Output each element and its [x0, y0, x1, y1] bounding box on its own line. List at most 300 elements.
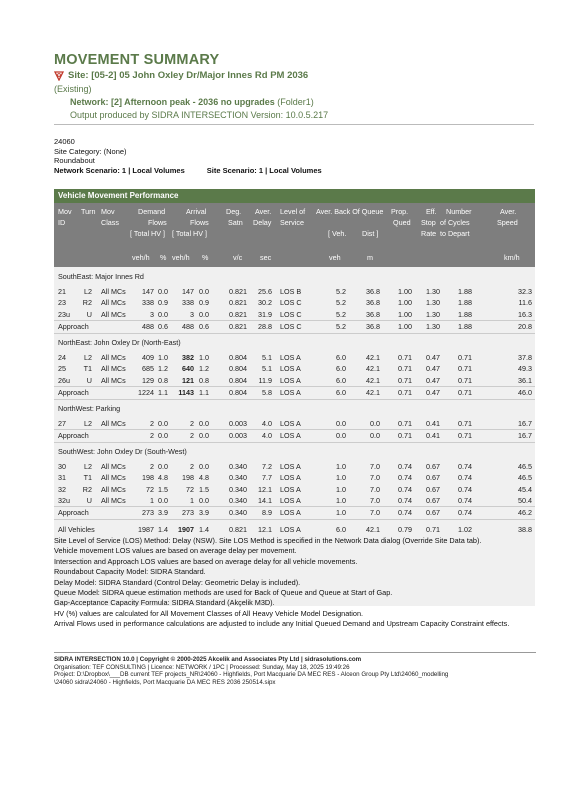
- cell: L2: [84, 287, 92, 296]
- cell: 1.0: [336, 484, 346, 494]
- cell: All MCs: [101, 418, 126, 428]
- cell: 0.340: [229, 484, 247, 494]
- cell: 0.0: [336, 431, 346, 441]
- cell: 23: [58, 298, 66, 308]
- cell: 0.74: [458, 496, 472, 505]
- footer: [54, 656, 536, 686]
- cell: 3: [190, 309, 194, 319]
- cell: 2: [150, 462, 154, 472]
- cell: 14.1: [258, 496, 272, 505]
- cell: 0.804: [229, 387, 247, 397]
- cell: 7.2: [262, 462, 272, 472]
- note: HV (%) values are calculated for All Movement Classes of All Heavy Vehicle Model Designation.: [54, 608, 364, 618]
- cell: 0.340: [229, 473, 247, 483]
- cell: 36.8: [366, 287, 380, 296]
- table-row: [54, 297, 535, 308]
- cell: 2: [150, 418, 154, 428]
- section-heading: NorthEast: John Oxley Dr (North-East): [58, 337, 181, 347]
- cell: 129: [142, 375, 154, 385]
- cell: 5.8: [262, 387, 272, 397]
- cell: 4.8: [158, 473, 168, 483]
- cell: 640: [182, 364, 194, 374]
- cell: L2: [84, 462, 92, 472]
- table-row: [54, 418, 535, 429]
- cell: 5.1: [262, 352, 272, 362]
- cell: LOS A: [280, 462, 301, 472]
- cell: 32u: [58, 496, 70, 505]
- section-divider: [54, 442, 535, 443]
- hdr-demand-unit-1: veh/h: [132, 253, 150, 262]
- cell: L2: [84, 352, 92, 362]
- cell: 0.821: [229, 321, 247, 331]
- cell: 0.71: [458, 418, 472, 428]
- cell: 1.4: [158, 525, 168, 535]
- cell: All MCs: [101, 364, 126, 374]
- cell: 12.1: [258, 525, 272, 535]
- cell: 0.6: [158, 321, 168, 331]
- project-id: 24060: [54, 137, 75, 146]
- cell: 1.0: [336, 496, 346, 505]
- cell: 5.2: [336, 309, 346, 319]
- cell: All MCs: [101, 298, 126, 308]
- hdr-demand-3: [ Total HV ]: [130, 229, 166, 238]
- cell: 0.0: [199, 287, 209, 296]
- cell: 0.0: [199, 309, 209, 319]
- output-version: Output produced by SIDRA INTERSECTION Version: 10.0.5.217: [70, 110, 329, 120]
- cell: 72: [186, 484, 194, 494]
- hdr-cycles-1: Number: [446, 207, 472, 216]
- cell: 5.2: [336, 321, 346, 331]
- cell: Approach: [58, 508, 89, 518]
- note: Vehicle movement LOS values are based on average delay per movement.: [54, 546, 297, 556]
- cell: 198: [182, 473, 194, 483]
- cell: 0.74: [398, 508, 412, 518]
- hdr-id: ID: [58, 218, 66, 227]
- note: Intersection and Approach LOS values are based on average delay for all vehicle movements.: [54, 556, 358, 566]
- cell: 0.47: [426, 375, 440, 385]
- cell: 72: [146, 484, 154, 494]
- cell: All Vehicles: [58, 525, 95, 535]
- cell: 3.9: [199, 508, 209, 518]
- network-line: [70, 97, 314, 107]
- cell: All MCs: [101, 484, 126, 494]
- cell: 5.1: [262, 364, 272, 374]
- cell: 38.8: [518, 525, 532, 535]
- cell: LOS A: [280, 387, 301, 397]
- cell: All MCs: [101, 352, 126, 362]
- cell: 0.0: [199, 431, 209, 441]
- hdr-mov: Mov: [58, 207, 72, 216]
- cell: 1.0: [336, 462, 346, 472]
- cell: 0.821: [229, 309, 247, 319]
- footer-project-path: Project: D:\Dropbox\___DB current TEF projects_NR\24060 - Highfields, Port Macquarie DA MEC RES - Alceon Group Pty Ltd\24060_modelling: [54, 671, 449, 679]
- cell: 1: [150, 496, 154, 505]
- cell: 382: [182, 352, 194, 362]
- cell: T1: [83, 473, 92, 483]
- cell: 198: [142, 473, 154, 483]
- cell: 0.67: [426, 484, 440, 494]
- note: Gap-Acceptance Capacity Formula: SIDRA Standard (Akçelik M3D).: [54, 598, 275, 608]
- cell: LOS A: [280, 484, 301, 494]
- cell: LOS A: [280, 352, 301, 362]
- cell: 2: [190, 462, 194, 472]
- site-category: Site Category: (None): [54, 146, 127, 156]
- footer-copyright: SIDRA INTERSECTION 10.0 | Copyright © 2000-2025 Akcelik and Associates Pty Ltd | sidrasolutions.com: [54, 656, 362, 663]
- cell: 0.9: [199, 298, 209, 308]
- cell: 0.0: [199, 418, 209, 428]
- cell: 0.74: [398, 484, 412, 494]
- cell: 23u: [58, 309, 70, 319]
- site-scenario: Site Scenario: 1 | Local Volumes: [206, 165, 322, 175]
- section-heading: NorthWest: Parking: [58, 403, 121, 413]
- cell: All MCs: [101, 287, 126, 296]
- cell: 0.821: [229, 525, 247, 535]
- cell: 147: [182, 287, 194, 296]
- roundabout-site-icon: [54, 71, 64, 81]
- table-title: Vehicle Movement Performance: [54, 189, 535, 203]
- cell: 4.8: [199, 473, 209, 483]
- cell: 121: [182, 375, 194, 385]
- cell: 25: [58, 364, 66, 374]
- cell: 0.340: [229, 496, 247, 505]
- cell: 36.8: [366, 298, 380, 308]
- table-header: [54, 203, 535, 267]
- cell: Approach: [58, 387, 89, 397]
- cell: 0.340: [229, 508, 247, 518]
- hdr-eff-2: Stop: [421, 218, 436, 227]
- cell: 21: [58, 287, 66, 296]
- table-row: [54, 363, 535, 374]
- network-name: Network: [2] Afternoon peak - 2036 no upgrades: [70, 97, 275, 107]
- cell: 0.71: [458, 387, 472, 397]
- cell: 0.003: [229, 418, 247, 428]
- cell: 0.0: [370, 431, 380, 441]
- cell: 488: [142, 321, 154, 331]
- cell: 2: [150, 431, 154, 441]
- hdr-queue-unit-1: veh: [329, 253, 341, 262]
- cell: LOS A: [280, 364, 301, 374]
- cell: 0.0: [158, 431, 168, 441]
- cell: 16.7: [518, 418, 532, 428]
- cell: 488: [182, 321, 194, 331]
- cell: 6.0: [336, 525, 346, 535]
- hdr-demand-2: Flows: [148, 218, 167, 227]
- cell: 36.8: [366, 309, 380, 319]
- cell: 36.8: [366, 321, 380, 331]
- hdr-arrival-1: Arrival: [186, 207, 207, 216]
- cell: 0.821: [229, 298, 247, 308]
- cell: 0.71: [398, 375, 412, 385]
- cell: 0.804: [229, 352, 247, 362]
- cell: 0.9: [158, 298, 168, 308]
- cell: 1.88: [458, 321, 472, 331]
- cell: 46.5: [518, 473, 532, 483]
- cell: 1.0: [199, 352, 209, 362]
- cell: LOS A: [280, 473, 301, 483]
- cell: 31.9: [258, 309, 272, 319]
- hdr-arrival-3: [ Total HV ]: [172, 229, 208, 238]
- hdr-mov-class-2: Class: [101, 218, 119, 227]
- cell: 1.5: [158, 484, 168, 494]
- cell: All MCs: [101, 473, 126, 483]
- site-meta: [54, 137, 322, 175]
- network-scenario: Network Scenario: 1 | Local Volumes: [54, 165, 185, 175]
- network-folder: (Folder1): [274, 97, 314, 107]
- cell: 0.67: [426, 462, 440, 472]
- cell: 0.71: [398, 418, 412, 428]
- section-divider: [54, 399, 535, 400]
- approach-row: [54, 524, 535, 535]
- cell: 0.0: [158, 287, 168, 296]
- cell: R2: [82, 484, 92, 494]
- cell: LOS A: [280, 525, 301, 535]
- cell: 1.00: [398, 321, 412, 331]
- note: Delay Model: SIDRA Standard (Control Delay: Geometric Delay is included).: [54, 577, 301, 587]
- cell: Approach: [58, 431, 89, 441]
- cell: 1.02: [458, 525, 472, 535]
- cell: T1: [83, 364, 92, 374]
- cell: 46.2: [518, 508, 532, 518]
- cell: 3.9: [158, 508, 168, 518]
- cell: 1.0: [158, 352, 168, 362]
- cell: LOS A: [280, 418, 301, 428]
- cell: 4.0: [262, 431, 272, 441]
- hdr-los-2: Service: [280, 218, 304, 227]
- cell: 0.8: [199, 375, 209, 385]
- cell: 11.6: [518, 298, 532, 308]
- cell: 24: [58, 352, 66, 362]
- hdr-delay-2: Delay: [253, 218, 272, 227]
- cell: 0.71: [458, 431, 472, 441]
- cell: U: [86, 375, 92, 385]
- cell: 0.821: [229, 287, 247, 296]
- cell: 42.1: [366, 375, 380, 385]
- note: Queue Model: SIDRA queue estimation methods are used for Back of Queue and Queue at Start of Gap.: [54, 588, 393, 598]
- hdr-deg-unit: v/c: [233, 253, 243, 262]
- cell: 0.003: [229, 431, 247, 441]
- notes: [54, 536, 536, 630]
- hdr-arrival-2: Flows: [190, 218, 209, 227]
- cell: 1.30: [426, 298, 440, 308]
- section-heading: SouthWest: John Oxley Dr (South-West): [58, 447, 187, 457]
- divider: [54, 124, 534, 125]
- cell: U: [86, 496, 92, 505]
- cell: 1.1: [158, 387, 168, 397]
- cell: 31: [58, 473, 66, 483]
- site-heading: [54, 70, 308, 81]
- cell: 0.71: [458, 352, 472, 362]
- site-name: Site: [05-2] 05 John Oxley Dr/Major Innes Rd PM 2036: [68, 70, 309, 81]
- cell: 4.0: [262, 418, 272, 428]
- cell: All MCs: [101, 496, 126, 505]
- hdr-eff-1: Eff.: [426, 207, 437, 216]
- hdr-prop-2: Qued: [393, 218, 411, 227]
- cell: 1.30: [426, 309, 440, 319]
- cell: 1907: [178, 525, 194, 535]
- cell: All MCs: [101, 462, 126, 472]
- cell: 409: [142, 352, 154, 362]
- hdr-arrival-unit-1: veh/h: [172, 253, 190, 262]
- cell: 1.4: [199, 525, 209, 535]
- cell: 0.74: [458, 484, 472, 494]
- hdr-cycles-2: of Cycles: [440, 218, 470, 227]
- cell: 0.71: [458, 364, 472, 374]
- cell: 45.4: [518, 484, 532, 494]
- table-row: [54, 286, 535, 297]
- cell: 16.7: [518, 431, 532, 441]
- cell: R2: [82, 298, 92, 308]
- hdr-queue-3: Dist ]: [362, 229, 379, 238]
- cell: 0.804: [229, 364, 247, 374]
- cell: 1.88: [458, 309, 472, 319]
- cell: 6.0: [336, 387, 346, 397]
- cell: 0.47: [426, 352, 440, 362]
- hdr-prop-1: Prop.: [391, 207, 409, 216]
- cell: 42.1: [366, 352, 380, 362]
- approach-row: [54, 387, 535, 398]
- cell: 1.30: [426, 287, 440, 296]
- cell: 20.8: [518, 321, 532, 331]
- hdr-queue-1: Aver. Back Of Queue: [316, 207, 384, 216]
- cell: 273: [142, 508, 154, 518]
- cell: 0.0: [199, 496, 209, 505]
- hdr-deg-2: Satn: [228, 218, 243, 227]
- hdr-speed-2: Speed: [497, 218, 518, 227]
- cell: All MCs: [101, 375, 126, 385]
- table-row: [54, 461, 535, 472]
- hdr-speed-1: Aver.: [500, 207, 517, 216]
- hdr-los-1: Level of: [280, 207, 306, 216]
- table-row: [54, 472, 535, 483]
- cell: 50.4: [518, 496, 532, 505]
- footer-project-path-2: \24060 sidra\24060 - Highfields, Port Macquarie DA MEC RES 2036 250514.sipx: [54, 678, 276, 686]
- table-row: [54, 375, 535, 386]
- cell: 26u: [58, 375, 70, 385]
- cell: 42.1: [366, 525, 380, 535]
- cell: 0.47: [426, 364, 440, 374]
- hdr-delay-1: Aver.: [255, 207, 272, 216]
- cell: Approach: [58, 321, 89, 331]
- cell: 685: [142, 364, 154, 374]
- intersection-type: Roundabout: [54, 156, 95, 165]
- cell: 0.71: [458, 375, 472, 385]
- cell: 37.8: [518, 352, 532, 362]
- cell: 1143: [178, 387, 194, 397]
- cell: 1.00: [398, 298, 412, 308]
- cell: LOS C: [280, 309, 302, 319]
- cell: 1.5: [199, 484, 209, 494]
- note: Arrival Flows used in performance calculations are adjusted to include any Initial Queued Demand and Upstream Capacity Constraint effects.: [54, 619, 510, 629]
- section-divider: [54, 519, 535, 520]
- cell: 0.74: [398, 462, 412, 472]
- hdr-demand-1: Demand: [138, 207, 166, 216]
- cell: 30.2: [258, 298, 272, 308]
- cell: 7.0: [370, 484, 380, 494]
- footer-divider: [54, 652, 536, 653]
- cell: 1.30: [426, 321, 440, 331]
- cell: 32.3: [518, 287, 532, 296]
- cell: 1.88: [458, 287, 472, 296]
- cell: 0.74: [398, 496, 412, 505]
- cell: 28.8: [258, 321, 272, 331]
- cell: LOS A: [280, 496, 301, 505]
- page-title: MOVEMENT SUMMARY: [54, 52, 220, 68]
- cell: U: [86, 309, 92, 319]
- cell: LOS A: [280, 431, 301, 441]
- cell: 6.0: [336, 352, 346, 362]
- cell: 3: [150, 309, 154, 319]
- table-row: [54, 484, 535, 495]
- cell: LOS C: [280, 321, 302, 331]
- cell: 0.71: [426, 525, 440, 535]
- cell: 338: [142, 298, 154, 308]
- hdr-demand-unit-2: %: [160, 253, 167, 262]
- cell: 0.67: [426, 496, 440, 505]
- cell: LOS B: [280, 287, 302, 296]
- section-divider: [54, 333, 535, 334]
- hdr-turn: Turn: [81, 207, 96, 216]
- scenario-line: [54, 166, 322, 176]
- cell: 5.2: [336, 298, 346, 308]
- cell: 49.3: [518, 364, 532, 374]
- cell: All MCs: [101, 309, 126, 319]
- cell: 0.0: [336, 418, 346, 428]
- cell: 1.2: [199, 364, 209, 374]
- cell: 27: [58, 418, 66, 428]
- cell: 0.0: [370, 418, 380, 428]
- hdr-deg-1: Deg.: [226, 207, 242, 216]
- cell: 0.0: [158, 418, 168, 428]
- hdr-delay-unit: sec: [260, 253, 272, 262]
- cell: 1.0: [336, 473, 346, 483]
- cell: 46.0: [518, 387, 532, 397]
- cell: L2: [84, 418, 92, 428]
- cell: 1.88: [458, 298, 472, 308]
- cell: 338: [182, 298, 194, 308]
- cell: 32: [58, 484, 66, 494]
- cell: 147: [142, 287, 154, 296]
- hdr-queue-2: [ Veh.: [328, 229, 347, 238]
- cell: 1.0: [336, 508, 346, 518]
- section-heading: SouthEast: Major Innes Rd: [58, 272, 144, 281]
- cell: 0.71: [398, 387, 412, 397]
- cell: 46.5: [518, 462, 532, 472]
- cell: 7.0: [370, 496, 380, 505]
- cell: 7.0: [370, 508, 380, 518]
- site-existing-label: (Existing): [54, 84, 92, 94]
- cell: 25.6: [258, 287, 272, 296]
- cell: 1987: [138, 525, 154, 535]
- cell: 2: [190, 431, 194, 441]
- approach-row: [54, 321, 535, 332]
- cell: 0.0: [158, 462, 168, 472]
- cell: 42.1: [366, 364, 380, 374]
- cell: LOS C: [280, 298, 302, 308]
- cell: 0.0: [158, 309, 168, 319]
- cell: 11.9: [258, 375, 272, 385]
- cell: 0.67: [426, 473, 440, 483]
- approach-row: [54, 430, 535, 441]
- cell: 7.0: [370, 473, 380, 483]
- cell: 1: [190, 496, 194, 505]
- table-row: [54, 352, 535, 363]
- cell: 0.71: [398, 352, 412, 362]
- cell: 0.8: [158, 375, 168, 385]
- table-row: [54, 309, 535, 320]
- cell: 0.804: [229, 375, 247, 385]
- cell: 8.9: [262, 508, 272, 518]
- cell: 16.3: [518, 309, 532, 319]
